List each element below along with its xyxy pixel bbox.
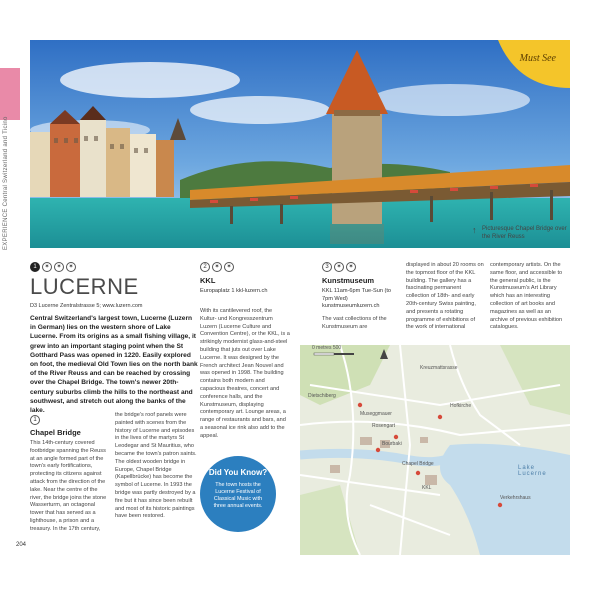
kunst-shop-icon: ✶ (346, 262, 356, 272)
chapel-number-icon: 1 (30, 415, 40, 425)
section-title: LUCERNE (30, 274, 139, 299)
section-lead: Central Switzerland's largest town, Lucerne (Luzern in German) lies on the western shore of Lake Lucerne. From its origins as a small fishing village, it grew into an important staging point when the St Gotthard Pass was opened in 1220. Easily explored on foot, the medieval Old Town lies on the north bank of the River Reuss and can be reached by crossing over the Chapel Bridge. The town's newer 20th-century suburbs climb the hills to the northeast and southwest, and stretch out along the banks of the lake. (30, 315, 198, 415)
did-you-know-body: The town hosts the Lucerne Festival of Classical Music with three annual events. (213, 482, 263, 509)
kkl-eat-icon: ✶ (212, 262, 222, 272)
kkl-body: With its cantilevered roof, the Kultur- und Kongresszentrum Luzern (Lucerne Culture and Convention Centre), or the KKL, is a strikingly modernist glass-and-steel building that juts out over Lake Lucerne. It was designed by the French architect Jean Nouvel and was opened in 1998. The building contains both modern and capacious theatres, concert and conference halls, and the Kunstmuseum, displaying contemporary art. Lounge areas, a range of restaurants and bars, and a seasonal ice rink also add to the appeal. (200, 308, 290, 439)
did-you-know-title: Did You Know? (208, 468, 268, 477)
kunst-icons (322, 262, 356, 272)
map-label-bourbaki: Bourbaki (382, 441, 402, 447)
running-head (3, 116, 17, 260)
shop-icon: ✶ (66, 262, 76, 272)
map-label-rosengart: Rosengart (372, 423, 396, 429)
kunst-eat-icon: ✶ (334, 262, 344, 272)
section-info: D3 Lucerne Zentralstrasse 5; www.luzern.com (30, 303, 143, 309)
page-number: 204 (16, 542, 27, 548)
map-label-hofkirche: Hofkirche (450, 403, 472, 409)
must-see-label: Must See (519, 53, 556, 64)
chapel-bridge-photo (30, 40, 570, 248)
map-lake-label: Lake Lucerne (518, 465, 547, 477)
photo-caption: Picturesque Chapel Bridge over the River Reuss (482, 226, 567, 240)
kunst-body: The vast collections of the Kunstmuseum are (322, 316, 387, 330)
caption-arrow-icon: ↑ (472, 225, 477, 235)
kkl-number-icon: 2 (200, 262, 210, 272)
map-label-verkehrshaus: Verkehrshaus (500, 495, 531, 501)
section-number-icon: 1 (30, 262, 40, 272)
map-label-dietschiberg: Dietschiberg (308, 393, 336, 399)
chapel-title: Chapel Bridge (30, 428, 81, 437)
map-graphic (300, 345, 570, 555)
did-you-know-bubble (200, 456, 276, 532)
section-icons (30, 262, 76, 272)
kunst-col-3: contemporary artists. On the same floor, and accessible to the general public, is the Kunstmuseum's Art Library which has an interesting collection of art books and magazines as well as an archive of previous exhibition catalogues. (490, 262, 563, 331)
section-color-tab (0, 68, 20, 120)
kunst-number-icon: 3 (322, 262, 332, 272)
town-map (300, 345, 570, 555)
chapel-col-2: the bridge's roof panels were painted with scenes from the history of Lucerne and episodes in the lives of the martyrs St Leodegar and St Mauritius, who became the town's patron saints. The oldest wooden bridge in Europe, Chapel Bridge (Kapellbrücke) has become the symbol of Lucerne. In 1993 the bridge was partly destroyed by a fire but it has since been rebuilt and most of its historic paintings have been restored. (115, 412, 197, 520)
kunst-title: Kunstmuseum (322, 276, 375, 285)
chapel-col-1: This 14th-century covered footbridge spanning the Reuss at an angle formed part of the town's early fortifications, protecting its citizens against attack from the direction of the lake. Near the centre of the river, the bridge joins the stone Wasserturm, an octagonal tower that has served as a lighthouse, a prison and a treasury. In the 17th century, (30, 440, 107, 532)
kkl-title: KKL (200, 276, 216, 285)
badge-shape (498, 40, 570, 88)
map-label-kkl: KKL (422, 485, 432, 491)
kunst-col-2: displayed in about 20 rooms on the topmost floor of the KKL building. The gallery has a fascinating permanent collection of 18th- and early 20th-century Swiss painting, and presents a rotating programme of exhibitions of the work of international (406, 262, 484, 331)
eat-icon: ✶ (42, 262, 52, 272)
map-label-museggmauer: Museggmauer (360, 411, 392, 417)
running-head-text: EXPERIENCE Central Switzerland and Ticino (3, 116, 9, 250)
map-label-kreuzmatt: Kreuzmattsrasse (420, 365, 458, 371)
stay-icon: ✶ (54, 262, 64, 272)
map-label-chapel-bridge: Chapel Bridge (402, 461, 434, 467)
map-scale-label: 0 metres 500 (312, 345, 342, 351)
kkl-shop-icon: ✶ (224, 262, 234, 272)
hero-photo (30, 40, 570, 248)
must-see-badge (498, 40, 570, 88)
kunst-info: KKL 11am-6pm Tue-Sun (to 7pm Wed) kunstmuseumluzern.ch (322, 288, 392, 310)
kkl-icons (200, 262, 234, 272)
kkl-info: Europaplatz 1 kkl-luzern.ch (200, 288, 268, 294)
